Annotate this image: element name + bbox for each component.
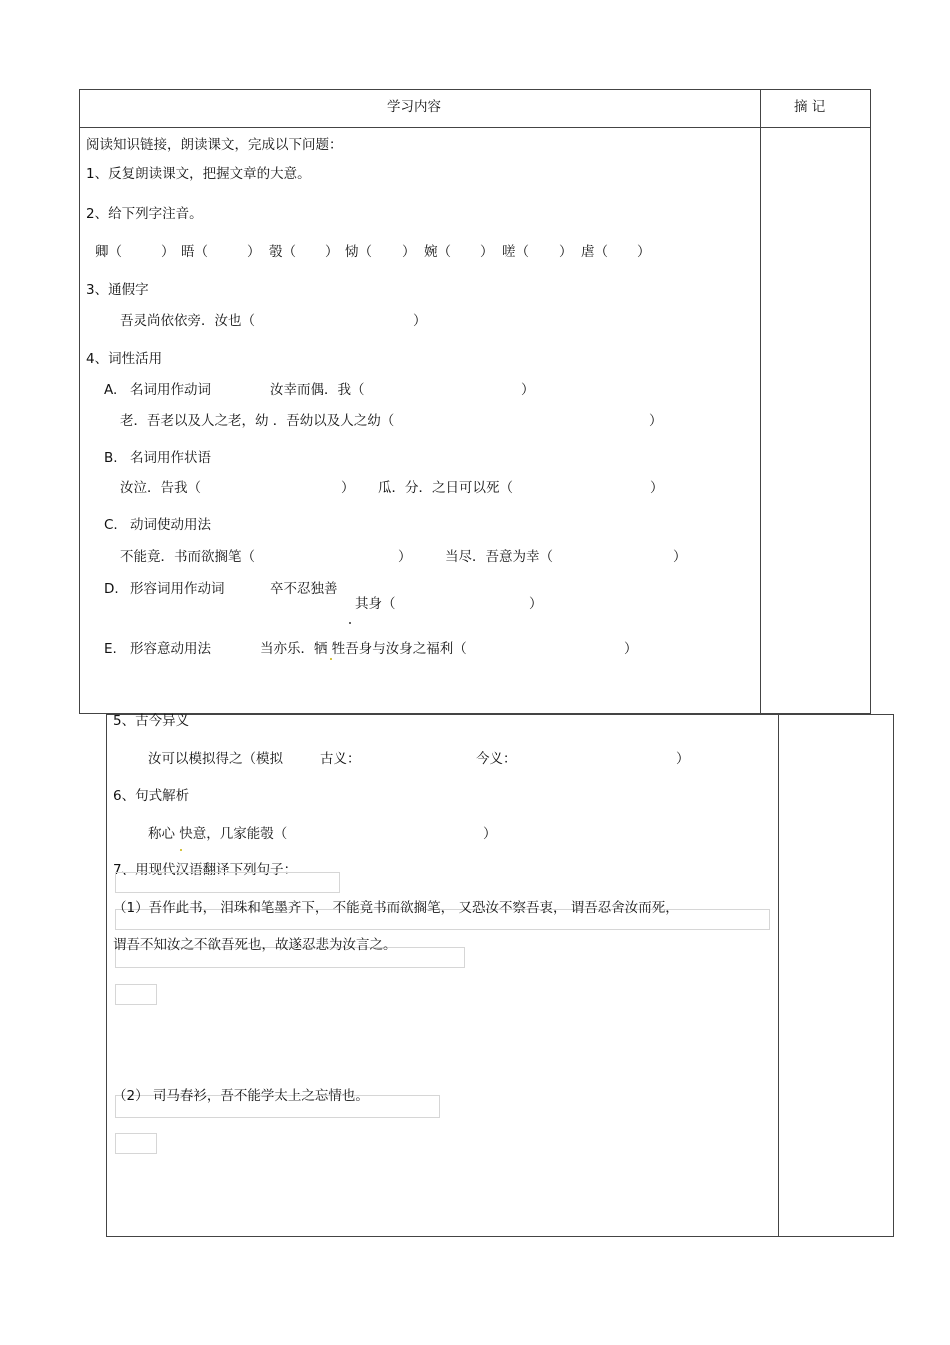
pinyin-close-5: ）	[480, 244, 494, 260]
table-1-column-divider	[760, 89, 761, 714]
q4-a-close-1: ）	[521, 382, 535, 398]
answer-box	[115, 872, 340, 893]
table-2	[106, 714, 894, 1237]
q4-d-item-2: 其身（	[355, 596, 396, 612]
question-7-title: 7、用现代汉语翻译下列句子：	[113, 862, 298, 878]
q4-a-item-1: 汝幸而偶．我（	[270, 382, 365, 398]
pinyin-close-1: ）	[161, 244, 175, 260]
q4-d-title: 形容词用作动词	[130, 581, 225, 597]
question-2-title: 2、给下列字注音。	[86, 206, 203, 222]
q4-c-item-2: 当尽．吾意为幸（	[445, 549, 553, 565]
q4-e-title: 形容意动用法	[130, 641, 211, 657]
pinyin-char-2: 晤（	[181, 244, 208, 260]
header-notes: 摘 记	[794, 99, 826, 115]
sentence-1-line-2: 谓吾不知汝之不欲吾死也，故遂忍悲为汝言之。	[113, 937, 397, 953]
q4-b-close-2: ）	[650, 480, 664, 496]
q4-d-item-1: 卒不忍独善	[270, 581, 338, 597]
question-3-title: 3、通假字	[86, 282, 149, 298]
question-3-close: ）	[413, 313, 427, 329]
q4-a-title: 名词用作动词	[130, 382, 211, 398]
q4-c-close-2: ）	[673, 549, 687, 565]
q4-b-item-1: 汝泣．告我（	[120, 480, 201, 496]
table-2-column-divider	[778, 714, 779, 1237]
pinyin-close-6: ）	[559, 244, 573, 260]
intro-text: 阅读知识链接，朗读课文，完成以下问题：	[86, 137, 343, 153]
pinyin-close-3: ）	[325, 244, 339, 260]
q4-c-label: C.	[104, 517, 118, 533]
pinyin-close-4: ）	[402, 244, 416, 260]
question-5-title: 5、古今异义	[113, 713, 190, 729]
pinyin-close-7: ）	[637, 244, 651, 260]
q4-a-item-2: 老．吾老以及人之老，幼 ．吾幼以及人之幼（	[120, 413, 395, 429]
q4-d-close: ）	[529, 596, 543, 612]
table-1	[79, 89, 871, 714]
sentence-2: （2） 司马春衫，吾不能学太上之忘情也。	[113, 1088, 369, 1104]
q4-d-label: D.	[104, 581, 119, 597]
pinyin-char-7: 虐（	[581, 244, 608, 260]
pinyin-char-1: 卿（	[95, 244, 122, 260]
q4-b-title: 名词用作状语	[130, 450, 211, 466]
emphasis-dot	[349, 622, 351, 624]
question-6-title: 6、句式解析	[113, 788, 190, 804]
pinyin-char-6: 嗟（	[502, 244, 529, 260]
emphasis-dot	[180, 849, 182, 851]
answer-box	[115, 1133, 157, 1154]
question-5-gu: 古义：	[320, 751, 361, 767]
q4-b-label: B.	[104, 450, 118, 466]
question-5-close: ）	[676, 751, 690, 767]
q4-c-close-1: ）	[398, 549, 412, 565]
q4-e-label: E.	[104, 641, 117, 657]
pinyin-close-2: ）	[247, 244, 261, 260]
question-3-item: 吾灵尚依依旁．汝也（	[120, 313, 255, 329]
q4-c-title: 动词使动用法	[130, 517, 211, 533]
header-content: 学习内容	[387, 99, 441, 115]
pinyin-char-5: 婉（	[424, 244, 451, 260]
emphasis-dot	[330, 658, 332, 660]
q4-e-close: ）	[624, 641, 638, 657]
q4-e-item: 当亦乐．牺 牲吾身与汝身之福利（	[260, 641, 467, 657]
question-4-title: 4、词性活用	[86, 351, 163, 367]
question-1: 1、反复朗读课文，把握文章的大意。	[86, 166, 311, 182]
pinyin-char-4: 恸（	[345, 244, 372, 260]
question-6-item: 称心 快意，几家能彀（	[148, 826, 288, 842]
question-5-jin: 今义：	[476, 751, 517, 767]
q4-a-close-2: ）	[649, 413, 663, 429]
q4-a-label: A.	[104, 382, 118, 398]
q4-b-item-2: 瓜．分．之日可以死（	[378, 480, 513, 496]
q4-c-item-1: 不能竟．书而欲搁笔（	[120, 549, 255, 565]
question-6-close: ）	[483, 826, 497, 842]
pinyin-char-3: 彀（	[269, 244, 296, 260]
table-1-header-divider	[79, 127, 871, 128]
sentence-1-line-1: （1）吾作此书， 泪珠和笔墨齐下， 不能竟书而欲搁笔， 又恐汝不察吾衷， 谓吾忍舍汝而死，	[113, 900, 679, 916]
answer-box	[115, 984, 157, 1005]
question-5-item: 汝可以模拟得之（模拟	[148, 751, 283, 767]
q4-b-close-1: ）	[341, 480, 355, 496]
